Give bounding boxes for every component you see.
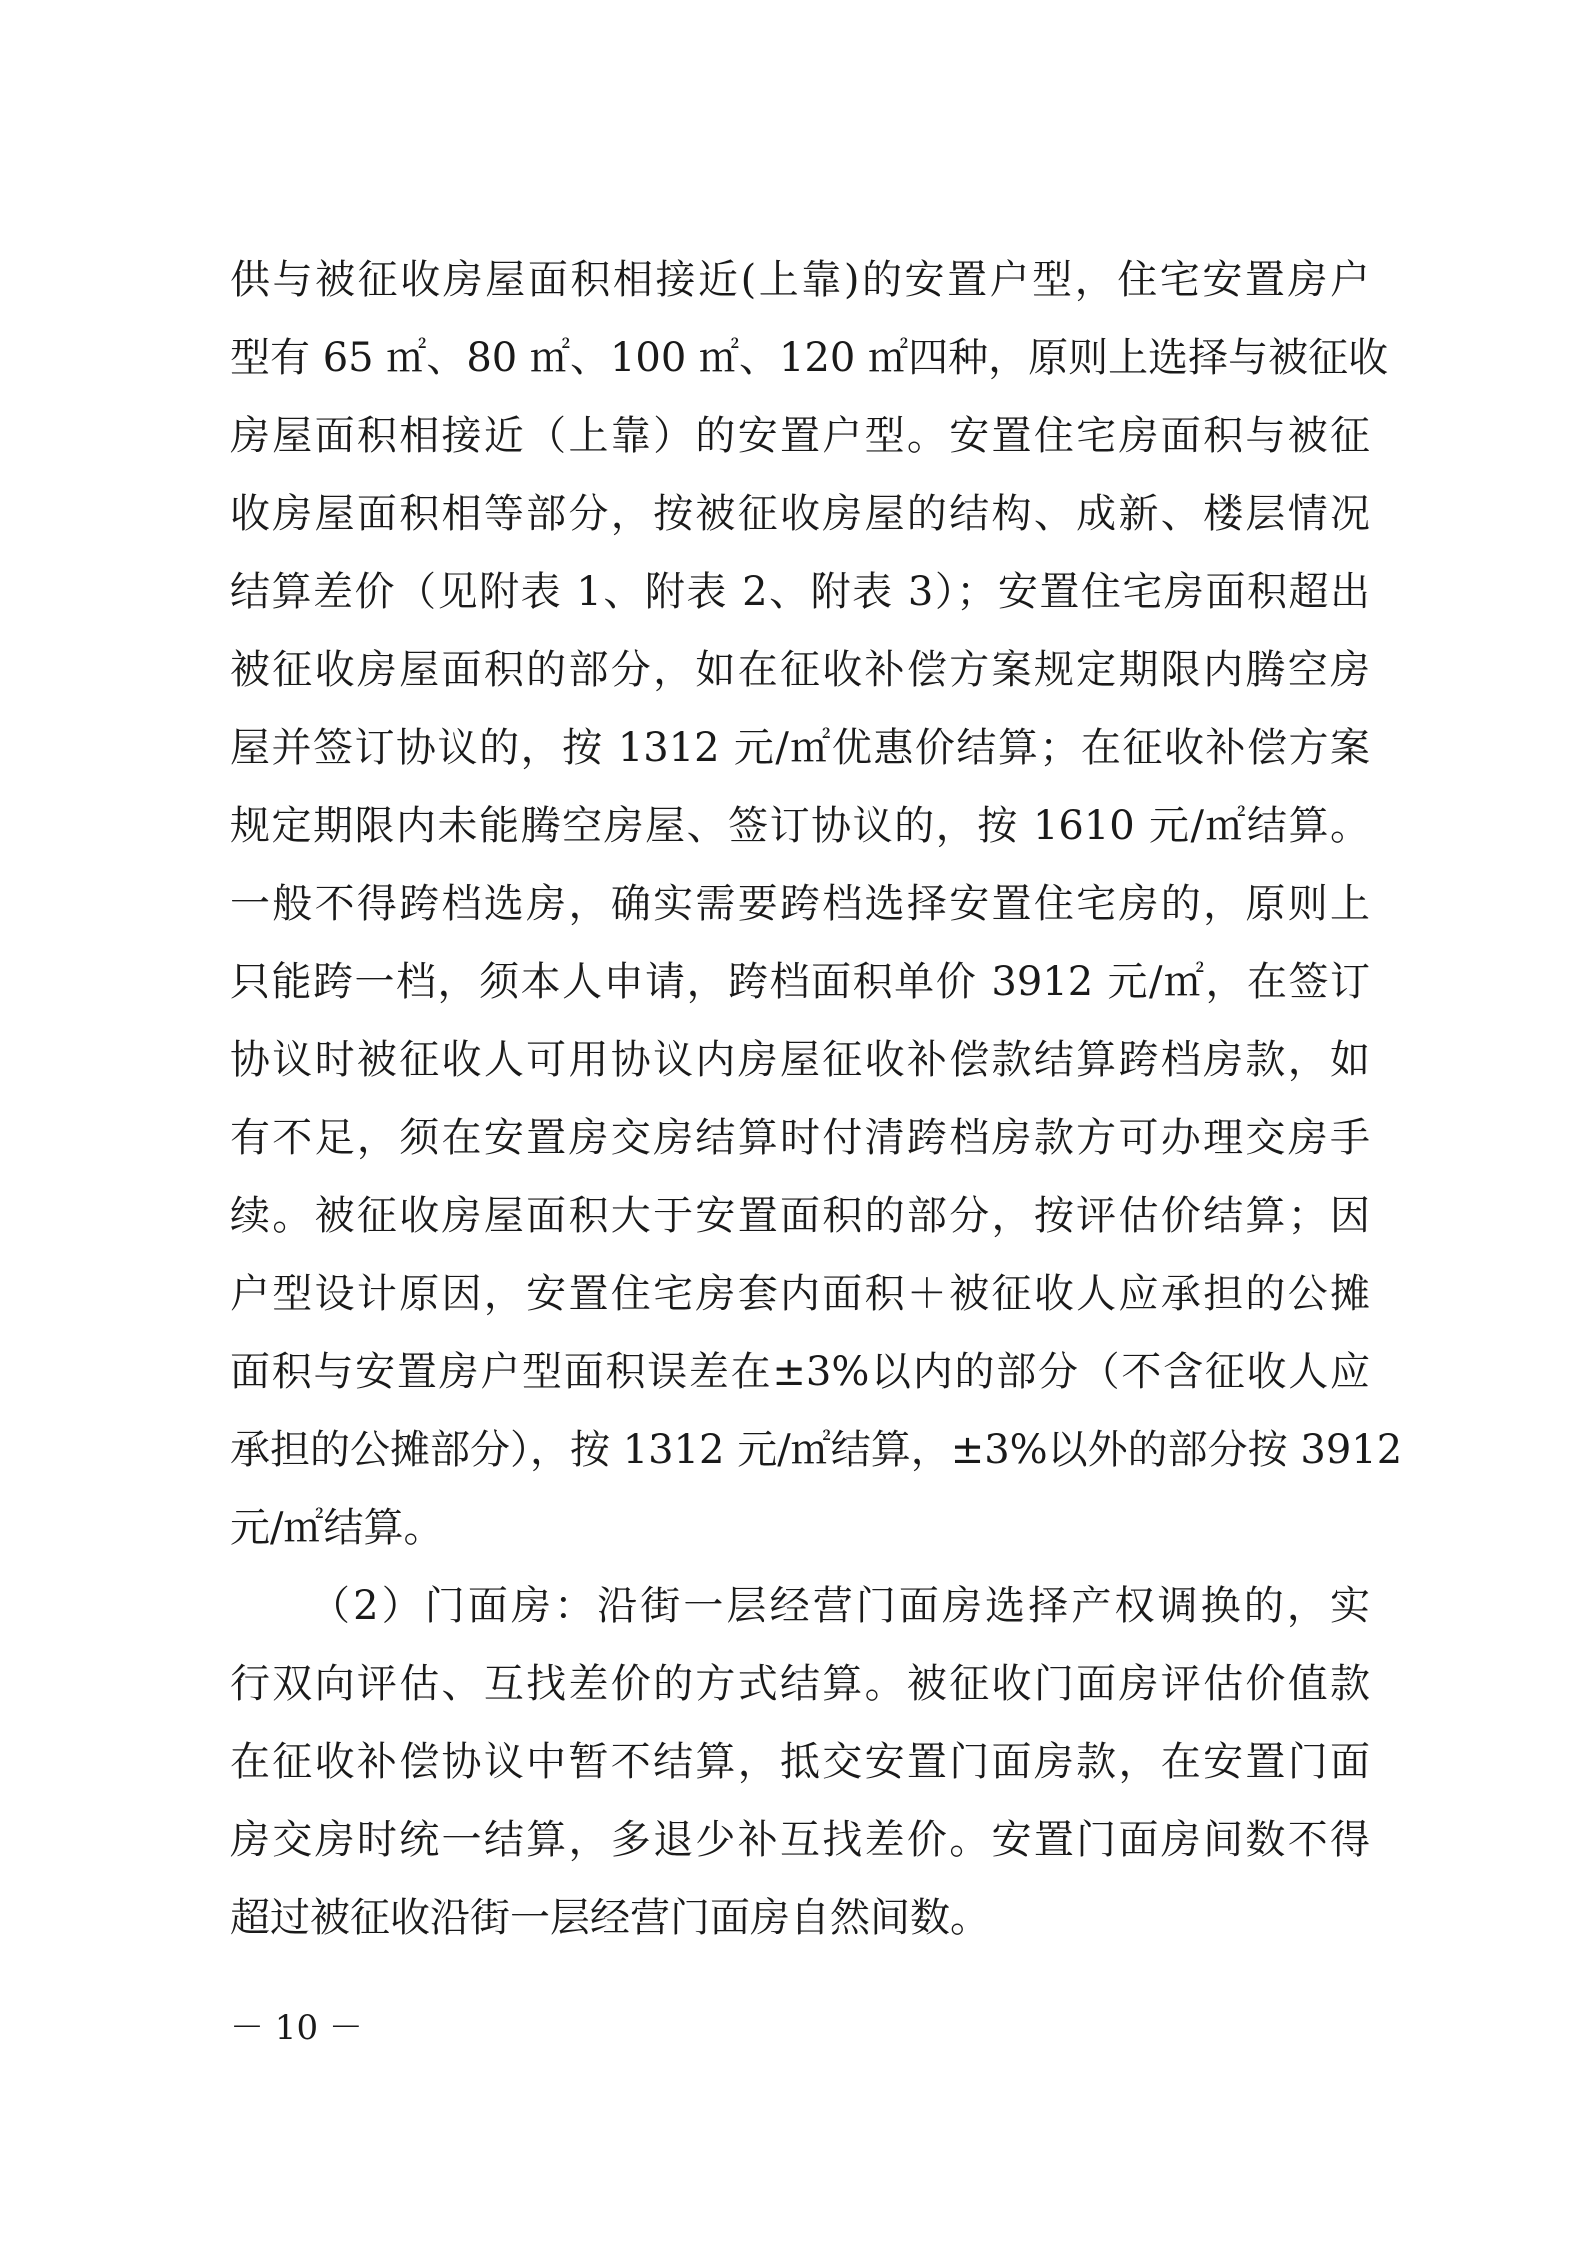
- text-line: 房交房时统一结算，多退少补互找差价。安置门面房间数不得: [230, 1817, 1370, 1863]
- text-line: 一般不得跨档选房，确实需要跨档选择安置住宅房的，原则上: [230, 881, 1370, 927]
- text-line: 只能跨一档，须本人申请，跨档面积单价 3912 元/㎡，在签订: [230, 959, 1370, 1005]
- text-line: 续。被征收房屋面积大于安置面积的部分，按评估价结算；因: [230, 1193, 1370, 1239]
- text-line: 户型设计原因，安置住宅房套内面积＋被征收人应承担的公摊: [230, 1271, 1370, 1317]
- text-line: 协议时被征收人可用协议内房屋征收补偿款结算跨档房款，如: [230, 1037, 1370, 1083]
- text-line: 规定期限内未能腾空房屋、签订协议的，按 1610 元/㎡结算。: [230, 803, 1370, 849]
- text-line: 收房屋面积相等部分，按被征收房屋的结构、成新、楼层情况: [230, 491, 1370, 537]
- text-line: 结算差价（见附表 1、附表 2、附表 3）；安置住宅房面积超出: [230, 569, 1370, 615]
- text-line: 被征收房屋面积的部分，如在征收补偿方案规定期限内腾空房: [230, 647, 1370, 693]
- text-line: 在征收补偿协议中暂不结算，抵交安置门面房款，在安置门面: [230, 1739, 1370, 1785]
- text-line: 供与被征收房屋面积相接近(上靠)的安置户型，住宅安置房户: [230, 257, 1370, 303]
- text-line: （2）门面房：沿街一层经营门面房选择产权调换的，实: [310, 1583, 1370, 1629]
- text-line: 屋并签订协议的，按 1312 元/㎡优惠价结算；在征收补偿方案: [230, 725, 1370, 771]
- text-line: 承担的公摊部分），按 1312 元/㎡结算，±3%以外的部分按 3912: [230, 1427, 1403, 1473]
- text-line: 型有 65 ㎡、80 ㎡、100 ㎡、120 ㎡四种，原则上选择与被征收: [230, 335, 1389, 381]
- text-line: 超过被征收沿街一层经营门面房自然间数。: [230, 1895, 990, 1941]
- text-line: 元/㎡结算。: [230, 1505, 444, 1551]
- text-line: 行双向评估、互找差价的方式结算。被征收门面房评估价值款: [230, 1661, 1370, 1707]
- text-line: 面积与安置房户型面积误差在±3%以内的部分（不含征收人应: [230, 1349, 1370, 1395]
- text-line: 有不足，须在安置房交房结算时付清跨档房款方可办理交房手: [230, 1115, 1370, 1161]
- text-line: 房屋面积相接近（上靠）的安置户型。安置住宅房面积与被征: [230, 413, 1370, 459]
- page-number: － 10 －: [230, 2008, 363, 2048]
